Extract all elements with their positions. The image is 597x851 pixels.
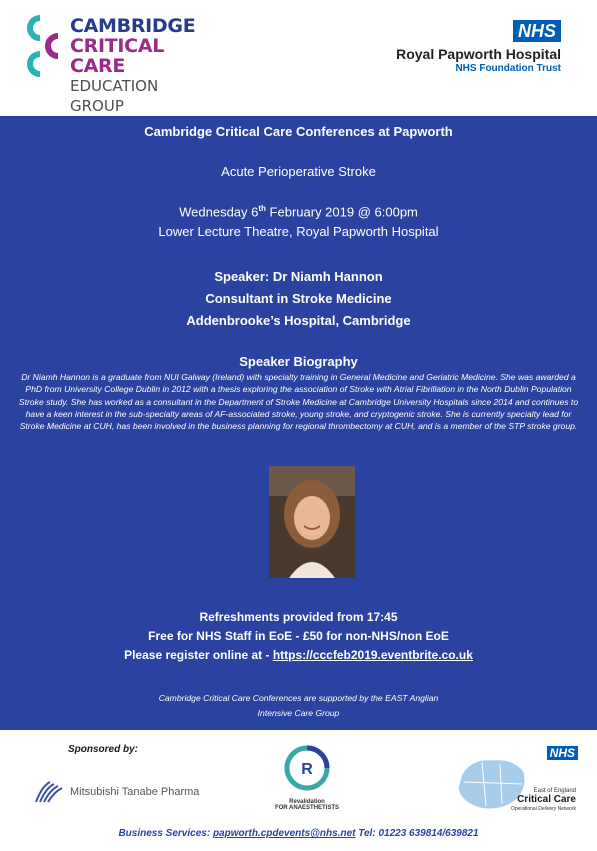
pricing-text: Free for NHS Staff in EoE - £50 for non-NHS/non EoE [148, 629, 449, 643]
support-line1: Cambridge Critical Care Conferences are supported by the EAST Anglian [158, 693, 439, 703]
speaker-org: Addenbrooke’s Hospital, Cambridge [186, 313, 411, 328]
revalidation-title: Revalidation [289, 799, 325, 805]
business-email-link[interactable]: papworth.cpdevents@nhs.net [212, 828, 356, 839]
eoe-nhs-badge: NHS [547, 746, 578, 760]
header [0, 0, 597, 116]
ccc-logo-line1: CAMBRIDGE [70, 15, 196, 37]
speaker-role: Consultant in Stroke Medicine [205, 291, 392, 306]
eoe-line3: Operational Delivery Network [510, 806, 576, 812]
sponsor-mitsubishi [34, 778, 234, 808]
event-banner [0, 116, 597, 730]
sponsor-eoe-critical-care [452, 746, 582, 826]
register-line [0, 646, 597, 665]
register-prefix: Please register online at - [124, 648, 273, 662]
speaker-photo [269, 466, 355, 578]
ccc-logo-line2: CRITICAL CARE [70, 35, 165, 77]
hospital-trust: NHS Foundation Trust [455, 63, 561, 74]
ccc-logo [18, 14, 203, 115]
date-prefix: Wednesday 6 [179, 204, 259, 220]
ccc-logo-mark [18, 14, 66, 80]
sponsored-by-label: Sponsored by: [68, 744, 139, 755]
mitsubishi-icon [34, 778, 64, 806]
support-note [0, 691, 597, 721]
speaker-block [0, 266, 597, 332]
eoe-line2: Critical Care [517, 794, 576, 805]
refreshments-text: Refreshments provided from 17:45 [199, 610, 398, 624]
revalidation-sub: FOR ANAESTHETISTS [274, 805, 340, 811]
royal-papworth-logo [391, 20, 561, 80]
event-venue: Lower Lecture Theatre, Royal Papworth Hospital [158, 224, 439, 239]
sponsor-revalidation [272, 744, 342, 814]
footer [0, 730, 597, 851]
date-suffix-sup: th [258, 204, 266, 213]
east-of-england-map-icon [452, 754, 532, 814]
logistics-block [0, 608, 597, 665]
speaker-name: Speaker: Dr Niamh Hannon [214, 269, 383, 284]
eoe-line1: East of England [533, 788, 576, 794]
event-date [0, 204, 597, 219]
ccc-logo-line3: EDUCATION GROUP [70, 77, 159, 115]
hospital-name: Royal Papworth Hospital [396, 46, 561, 62]
svg-text:R: R [301, 761, 313, 778]
business-label: Business Services: [118, 828, 213, 839]
support-line2: Intensive Care Group [257, 708, 340, 718]
business-services [0, 828, 597, 839]
date-rest: February 2019 @ 6:00pm [265, 204, 418, 220]
nhs-badge: NHS [513, 20, 561, 42]
speaker-portrait-image [269, 466, 355, 578]
event-topic: Acute Perioperative Stroke [221, 164, 376, 179]
revalidation-icon [283, 744, 331, 792]
register-link[interactable]: https://cccfeb2019.eventbrite.co.uk [272, 648, 473, 662]
series-title: Cambridge Critical Care Conferences at Papworth [144, 124, 453, 139]
bio-text: Dr Niamh Hannon is a graduate from NUI Galway (Ireland) with specialty training in General Medicine and Geriatric Medicine. She was awarded a PhD from University College Dublin in 2012 with a thesis exploring the association of Stroke with Atrial Fibrillation in the North Dublin Population Stroke study. She has worked as a consultant in the Department of Stroke Medicine at Cambridge University Hospitals since 2014 and continues to have a keen interest in the sub-specialty areas of AF-associated stroke, young stroke, and cryptogenic stroke. She is currently specialty lead for Stroke Medicine at CUH, has been involved in the business planning for regional thrombectomy at CUH, and is a member of the STP stroke group. [18, 372, 579, 432]
business-tel: Tel: 01223 639814/639821 [355, 828, 479, 839]
sponsor-mitsubishi-name: Mitsubishi Tanabe Pharma [70, 786, 200, 798]
bio-title: Speaker Biography [239, 354, 358, 369]
